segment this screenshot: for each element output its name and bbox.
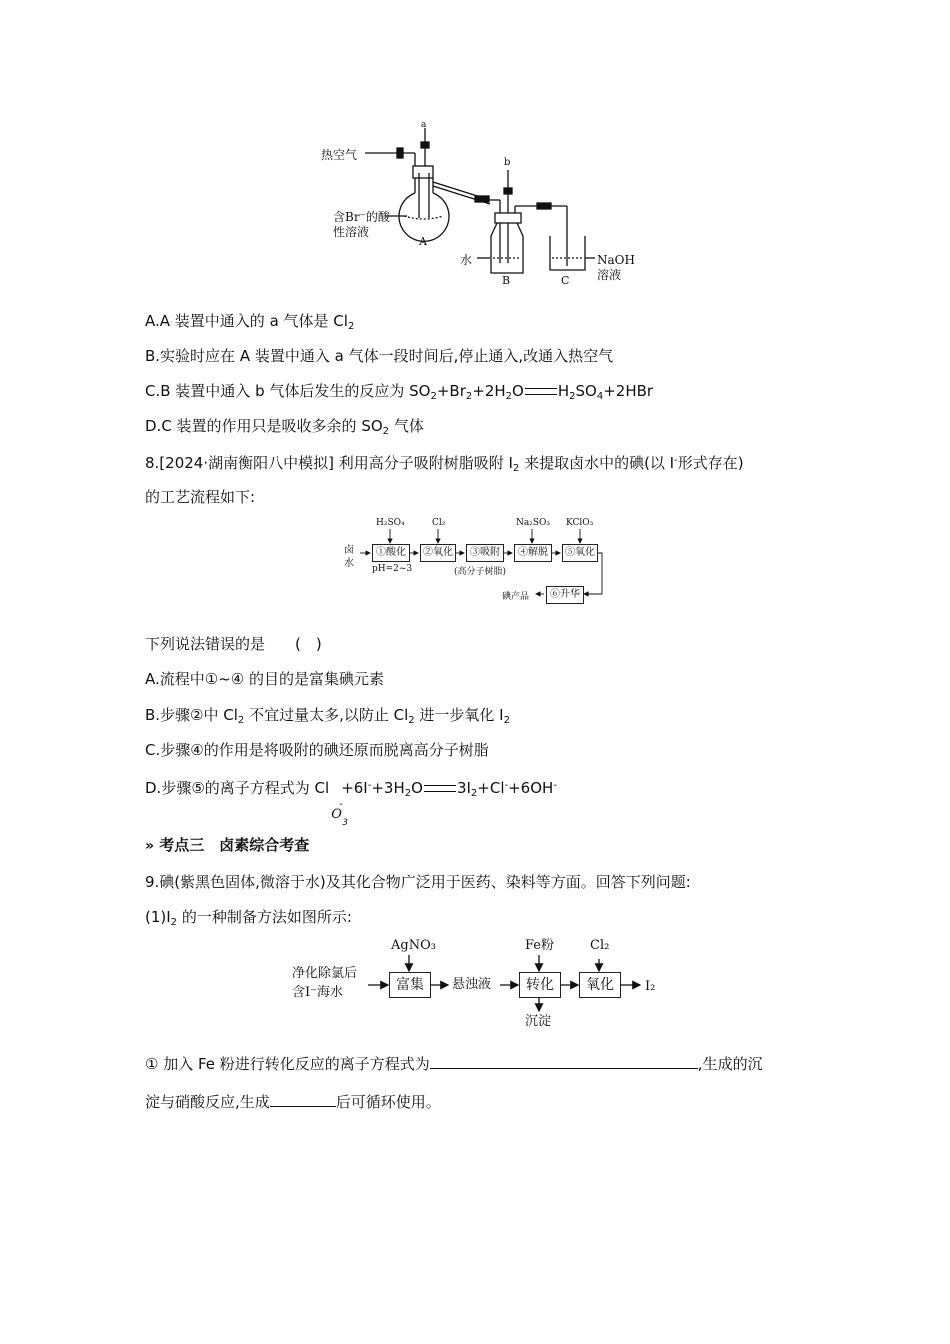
q9-reagent-cl2: Cl₂ [590,938,610,953]
answer-blank-1[interactable] [430,1052,698,1069]
q9-step-enrich: 富集 [389,972,431,998]
label-a: a [421,120,427,130]
q8-option-b [145,705,510,731]
apparatus-diagram [315,118,645,293]
q7-option-b [145,346,613,366]
solution-label-1: 含Br⁻的酸 [333,210,390,224]
sup: - [504,780,509,791]
text: 形式存在) [677,454,744,472]
o3-letter: O [331,807,342,822]
sub: 2 [505,391,513,402]
q8-stem-line1 [145,451,744,479]
section-heading [145,835,309,856]
q8-stem-line2 [145,487,255,507]
sup: - [553,780,557,791]
q7-option-c [145,381,653,407]
text: 气体 [389,417,424,435]
naoh-label-1: NaOH [597,253,635,267]
reagent-h2so4: H₂SO₄ [376,518,405,528]
q8-option-d [145,776,557,828]
solution-label-2: 性溶液 [333,225,370,239]
q9-reagent-fe: Fe粉 [525,938,555,953]
q9-step-convert: 转化 [519,972,561,998]
text: 的一种制备方法如图所示: [177,908,352,926]
sub: 2 [382,426,390,437]
step-5-oxidize: ⑤氧化 [562,544,598,562]
text: O [512,382,524,400]
q8-flow-diagram [340,515,610,605]
sub: 2 [408,715,415,726]
label-A: A [419,235,427,248]
q7-option-a-text: A.A 装置中通入的 a 气体是 Cl [145,312,348,330]
iodine-product: 碘产品 [502,592,530,602]
resin-note: (高分子树脂) [454,567,507,577]
text: C.步骤④的作用是将吸附的碘还原而脱离高分子树脂 [145,741,489,759]
q9-suspension: 悬浊液 [452,977,492,992]
q9-precipitate: 沉淀 [525,1014,552,1029]
text: 不宜过量太多,以防止 Cl [244,706,409,724]
sub: 2 [237,715,245,726]
q8-ask [145,634,322,654]
label-b: b [504,157,511,168]
q9-question-1 [145,1052,763,1074]
text: +2HBr [603,382,654,400]
flow-source-1: 卤 [344,545,354,556]
q9-question-1-line2 [145,1090,441,1112]
text: 下列说法错误的是 [145,635,266,653]
text: +3H [371,779,405,797]
reagent-kclo3: KClO₃ [566,518,594,528]
text: SO [575,382,597,400]
q9-source-2: 含I⁻海水 [292,985,343,1000]
text: 3I [456,779,471,797]
step-1-acidify: ①酸化 [372,544,410,562]
q9-stem [145,872,691,892]
text: B.步骤②中 Cl [145,706,238,724]
sub: 2 [503,715,510,726]
q7-option-a [145,311,354,337]
section-title: 考点三 卤素综合考查 [159,836,310,854]
q9-product-i2: I₂ [645,979,656,994]
q8-option-a [145,669,384,689]
text: +2H [472,382,506,400]
apparatus-drawing [315,118,645,293]
text: O [411,779,423,797]
text: ① 加入 Fe 粉进行转化反应的离子方程式为 [145,1055,430,1073]
reagent-na2so3: Na₂SO₃ [516,518,551,528]
flow-source-2: 水 [344,558,354,569]
equals-sign [424,785,456,792]
answer-blank-2[interactable] [270,1090,336,1107]
sup: - [367,780,372,791]
step-2-oxidize: ②氧化 [420,544,456,562]
step-6-sublime: ⑥升华 [546,586,584,604]
q9-source-1: 净化除氯后 [292,966,358,981]
sub: 2 [512,463,520,474]
text: 后可循环使用。 [335,1093,441,1111]
q9-reagent-agno3: AgNO₃ [391,938,436,953]
text: +Cl [477,779,505,797]
q7-option-d [145,416,424,442]
sup: - [339,799,343,810]
sub: 2 [347,321,355,332]
step-3-adsorb: ③吸附 [466,544,504,562]
q7-option-b-text: B.实验时应在 A 装置中通入 a 气体一段时间后,停止通入,改通入热空气 [145,347,614,365]
sub: 2 [569,391,576,402]
text: 进一步氧化 I [414,706,504,724]
text: 8.[2024·湖南衡阳八中模拟] 利用高分子吸附树脂吸附 I [145,454,513,472]
section-marker-icon: » [145,838,155,854]
o3-sub: 3 [342,818,348,828]
q9-flow-diagram [290,935,670,1035]
q9-step-oxidize: 氧化 [579,972,621,998]
text: D.C 装置的作用只是吸收多余的 SO [145,417,383,435]
hot-air-label: 热空气 [321,148,358,162]
text: ,生成的沉 [697,1055,763,1073]
reagent-cl2: Cl₂ [432,518,446,528]
text: C.B 装置中通入 b 气体后发生的反应为 SO [145,382,431,400]
label-C: C [561,274,570,287]
text: +6OH [508,779,554,797]
label-B: B [502,274,511,287]
q9-sub1 [145,907,352,933]
text: A.流程中①~④ 的目的是富集碘元素 [145,670,384,688]
answer-paren: ( ) [295,635,322,653]
water-label: 水 [460,253,473,267]
text: D.步骤⑤的离子方程式为 Cl [145,779,330,797]
text: +Br [436,382,466,400]
naoh-label-2: 溶液 [597,268,622,282]
equals-sign [525,388,557,395]
text: (1)I [145,908,171,926]
sub: 2 [404,788,412,799]
text: 9.碘(紫黑色固体,微溶于水)及其化合物广泛用于医药、染料等方面。回答下列问题: [145,873,691,891]
text: +6I [341,779,368,797]
sub: 2 [470,788,478,799]
sub: 2 [465,391,473,402]
sup: - [674,455,678,466]
sub: 4 [596,391,604,402]
q8-option-c [145,740,489,760]
step-4-desorb: ④解脱 [514,544,552,562]
text: 淀与硝酸反应,生成 [145,1093,270,1111]
sub: 2 [170,917,178,928]
text: 来提取卤水中的碘(以 I [519,454,675,472]
text: H [557,382,570,400]
ph-note: pH=2~3 [372,564,413,574]
sub: 2 [430,391,437,402]
text: 的工艺流程如下: [145,488,256,506]
